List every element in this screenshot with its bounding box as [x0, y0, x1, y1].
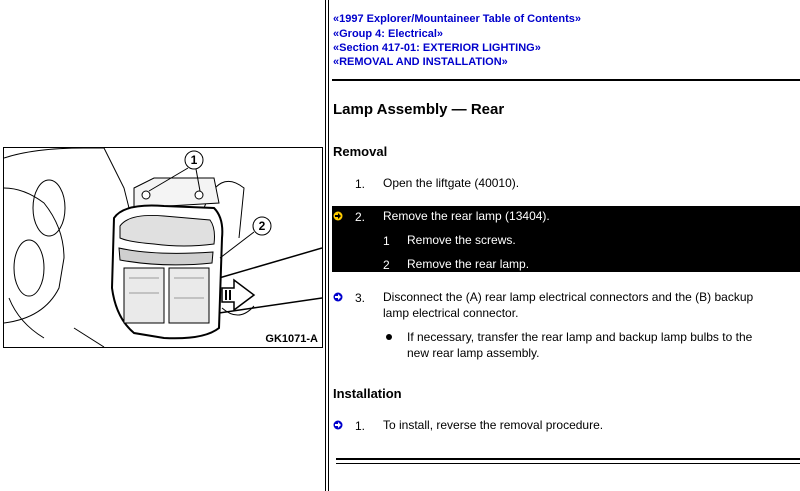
- rear-lamp-illustration: [4, 148, 322, 347]
- step-text: Open the liftgate (40010).: [383, 176, 520, 190]
- illustration-pane: [0, 0, 325, 491]
- breadcrumb-group-link[interactable]: «Group 4: Electrical»: [333, 28, 444, 40]
- step-number: 2.: [355, 210, 366, 224]
- step-number: 1.: [355, 419, 366, 433]
- bullet-text: If necessary, transfer the rear lamp and backup lamp bulbs to the: [407, 330, 753, 344]
- step-text: To install, reverse the removal procedure.: [383, 418, 604, 432]
- substep-text: Remove the rear lamp.: [407, 257, 530, 271]
- step-number: 1.: [355, 177, 366, 191]
- installation-heading: Installation: [333, 386, 402, 401]
- content-pane: [330, 0, 800, 491]
- breadcrumb-toc-link[interactable]: «1997 Explorer/Mountaineer Table of Contents»: [333, 13, 581, 25]
- header-divider: [332, 79, 800, 81]
- breadcrumb-removal-link[interactable]: «REMOVAL AND INSTALLATION»: [333, 56, 508, 68]
- bullet-text-cont: new rear lamp assembly.: [407, 346, 540, 360]
- figure-code: GK1071-A: [265, 333, 318, 345]
- callout-1: 1: [190, 153, 198, 167]
- removal-heading: Removal: [333, 144, 388, 159]
- step-active-icon[interactable]: [333, 211, 343, 221]
- breadcrumb-section-link[interactable]: «Section 417-01: EXTERIOR LIGHTING»: [333, 42, 541, 54]
- bullet-point: [386, 334, 392, 340]
- footer-divider: [336, 458, 800, 460]
- step-text: Remove the rear lamp (13404).: [383, 209, 550, 223]
- step-link-icon[interactable]: [333, 292, 343, 302]
- step-text-cont: lamp electrical connector.: [383, 306, 519, 320]
- callout-2: 2: [258, 219, 266, 233]
- lamp-figure: [3, 147, 323, 348]
- substep-text: Remove the screws.: [407, 233, 516, 247]
- step-link-icon[interactable]: [333, 420, 343, 430]
- page-title: Lamp Assembly — Rear: [333, 101, 505, 118]
- substep-number: 1: [383, 234, 390, 248]
- step-number: 3.: [355, 291, 366, 305]
- step-text: Disconnect the (A) rear lamp electrical connectors and the (B) backup: [383, 290, 754, 304]
- substep-number: 2: [383, 258, 390, 272]
- footer-divider-thin: [336, 463, 800, 464]
